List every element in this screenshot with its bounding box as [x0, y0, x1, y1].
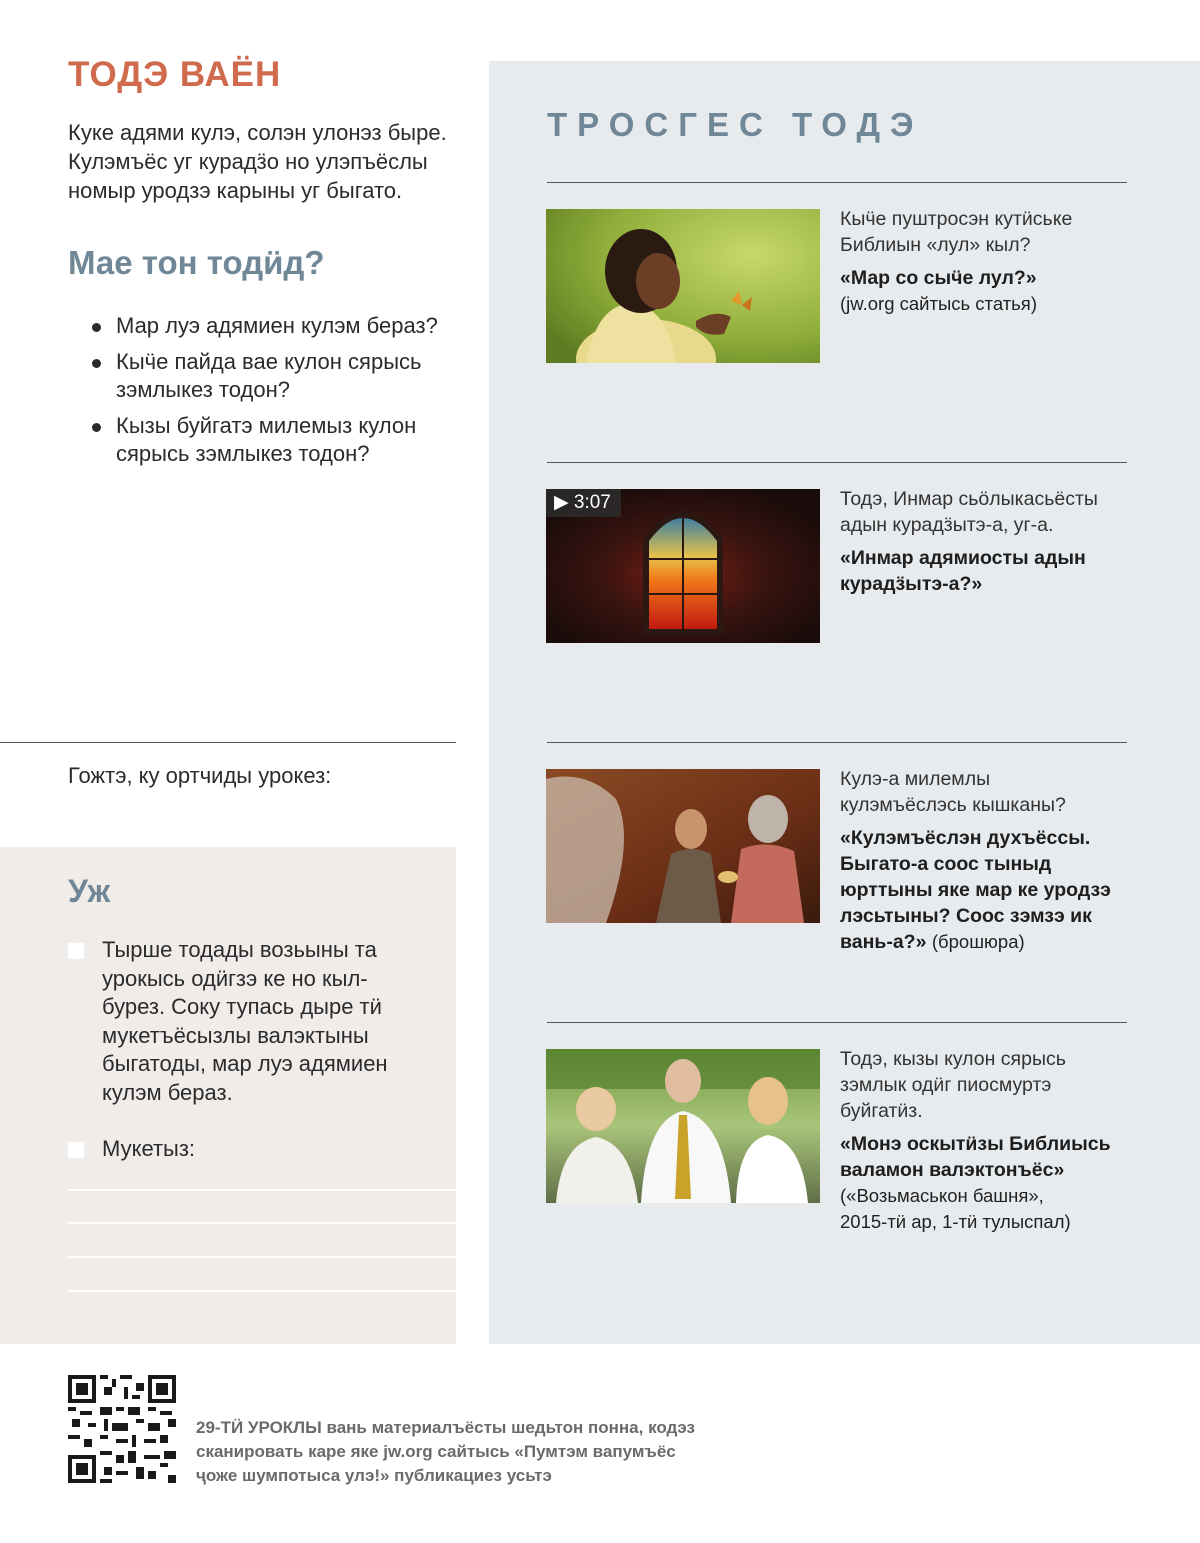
question-item — [90, 348, 450, 404]
question-item — [90, 312, 450, 340]
resource-title-link[interactable]: «Мар со сыӵе лул?» — [840, 267, 1037, 289]
homework-other-label: Мукетыз: — [102, 1136, 196, 1161]
homework-item-text: Тырше тодады возьыны та урокысь одӥгзэ ке но кыл-бурез. Соку тупась дыре тӥ мукетъёсызлы валэктыны быгатоды, мар луэ адямиен кулэм бераз. — [102, 937, 388, 1105]
question-text: Мар луэ адямиен кулэм бераз? — [116, 313, 438, 338]
resource-question: Тодэ, Инмар сьӧлыкасьёсты адын курадӟытэ-а, уг-а. — [840, 488, 1098, 536]
resource-item — [840, 1046, 1120, 1235]
lesson-section-title: ТОДЭ ВАЁН — [68, 55, 282, 94]
resource-item — [840, 766, 1120, 955]
homework-title: Уж — [68, 873, 111, 909]
resource-item — [840, 206, 1120, 317]
divider — [547, 462, 1127, 463]
lesson-date-label: Гожтэ, ку ортчиды урокез: — [68, 763, 332, 788]
three-people-photo[interactable] — [546, 1049, 820, 1203]
review-questions-heading: Мае тон тодӥд? — [68, 244, 325, 281]
review-questions-list — [90, 312, 450, 476]
spirit-medium-painting[interactable] — [546, 769, 820, 923]
bullet-icon — [92, 323, 101, 332]
bullet-icon — [92, 423, 101, 432]
question-text: Кызы буйгатэ милемыз кулон сярысь зэмлыкез тодон? — [116, 413, 417, 466]
question-item — [90, 412, 450, 468]
writing-line[interactable] — [68, 1290, 456, 1292]
writing-line[interactable] — [68, 1222, 456, 1224]
question-text: Кыӵе пайда вае кулон сярысь зэмлыкез тодон? — [116, 349, 422, 402]
writing-line[interactable] — [68, 1256, 456, 1258]
checkbox-homework-1[interactable] — [68, 943, 84, 959]
resource-title-text[interactable]: «Кулэмъёслэн духъёссы. Быгато-а соос тыныд юрттыны яке мар ке уродзэ лэсьтыны? Соос зэмзэ ик вань-а?» — [840, 827, 1111, 953]
divider — [547, 742, 1127, 743]
video-duration-badge: ▶ 3:07 — [546, 489, 621, 517]
resource-source: («Возьмаськон башня», 2015-тӥ ар, 1-тӥ тулыспал) — [840, 1185, 1071, 1232]
stained-glass-window-image[interactable] — [546, 489, 820, 643]
checkbox-homework-2[interactable] — [68, 1142, 84, 1158]
resource-title-link[interactable]: «Инмар адямиосты адын курадӟытэ-а?» — [840, 547, 1086, 595]
qr-code-icon[interactable] — [68, 1375, 176, 1483]
divider — [547, 182, 1127, 183]
resource-title-link[interactable]: «Монэ оскытӥзы Библиысь валамон валэктонъёс» — [840, 1133, 1111, 1181]
resource-title-link[interactable] — [840, 825, 1120, 955]
resource-item — [840, 486, 1120, 597]
bullet-icon — [92, 359, 101, 368]
divider — [0, 742, 456, 743]
explore-title: ТРОСГЕС ТОДЭ — [547, 106, 924, 143]
writing-line[interactable] — [68, 1189, 456, 1191]
resource-source: (брошюра) — [931, 931, 1025, 952]
girl-butterfly-photo[interactable] — [546, 209, 820, 363]
resource-question: Кулэ-а милемлы кулэмъёслэсь кышканы? — [840, 768, 1066, 816]
summary-paragraph: Куке адями кулэ, солэн улонэз быре. Кулэмъёс уг курадӟо но улэпъёслы номыр уродзэ карыны уг быгато. — [68, 120, 447, 203]
divider — [547, 1022, 1127, 1023]
footer-text: 29-ТӤ УРОКЛЫ вань материалъёсты шедьтон понна, кодэз сканировать каре яке jw.org сайтысь «Пумтэм вапумъёс ҷоже шумпотыса улэ!» публикациез усьтэ — [196, 1418, 695, 1485]
resource-question: Кыӵе пуштросэн кутӥське Библиын «лул» кыл? — [840, 208, 1073, 256]
resource-source: (jw.org сайтысь статья) — [840, 293, 1037, 314]
resource-question: Тодэ, кызы кулон сярысь зэмлык одӥг пиосмуртэ буйгатӥз. — [840, 1048, 1066, 1122]
